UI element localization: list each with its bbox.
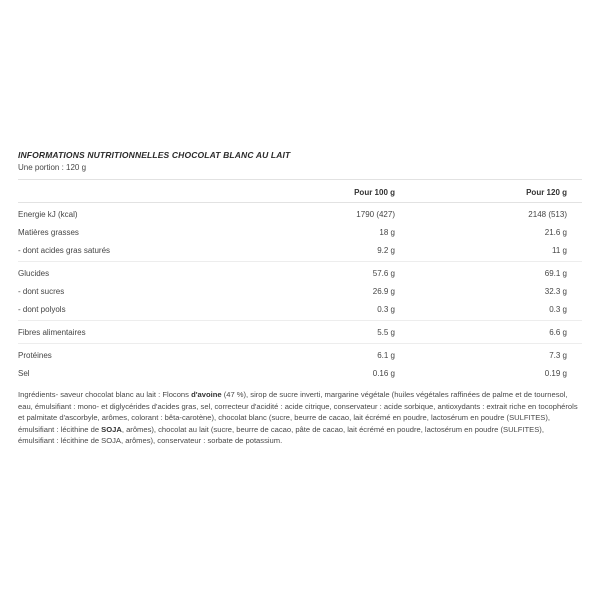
value-per-100g: 57.6 g bbox=[372, 268, 395, 278]
table-row bbox=[18, 264, 582, 282]
row-label: Sel bbox=[18, 368, 30, 378]
value-per-120g: 0.19 g bbox=[544, 368, 567, 378]
table-row bbox=[18, 364, 582, 382]
row-label: Protéines bbox=[18, 350, 52, 360]
row-label: Glucides bbox=[18, 268, 50, 278]
value-per-100g: 0.3 g bbox=[377, 304, 395, 314]
row-label: Fibres alimentaires bbox=[18, 327, 86, 337]
value-per-120g: 2148 (513) bbox=[528, 209, 567, 219]
value-per-100g: 18 g bbox=[379, 227, 395, 237]
value-per-100g: 1790 (427) bbox=[356, 209, 395, 219]
value-per-120g: 21.6 g bbox=[544, 227, 567, 237]
table-row bbox=[18, 282, 582, 300]
table-row bbox=[18, 241, 582, 259]
nutrition-table-body bbox=[18, 203, 582, 384]
value-per-120g: 0.3 g bbox=[549, 304, 567, 314]
table-row bbox=[18, 346, 582, 364]
nutrition-panel bbox=[18, 150, 582, 455]
ingredient-text-segment: (47 %), sirop de sucre inverti, margarine végétale (huiles végétales raffinées de palme et de tournesol, eau, émulsifiant : mono- et diglycérides d'acides gras, sel, correcteur d'acidité : acide citrique, conservateur : acide sorbique, antioxydants : extrait riche en tocophérols et palmitate d'ascorbyle, arômes, colorant : bêta-carotène), chocolat blanc (sucre, beurre de cacao, lait écrémé en poudre, lactosérum en poudre (SULFITES), émulsifiant : lécithine de bbox=[18, 390, 578, 434]
table-section bbox=[18, 261, 582, 320]
nutrition-title-block bbox=[18, 150, 582, 180]
table-column-header-row bbox=[18, 180, 582, 203]
row-label: Matières grasses bbox=[18, 227, 79, 237]
value-per-100g: 5.5 g bbox=[377, 327, 395, 337]
row-label: Energie kJ (kcal) bbox=[18, 209, 78, 219]
value-per-120g: 6.6 g bbox=[549, 327, 567, 337]
row-label: - dont polyols bbox=[18, 304, 66, 314]
ingredient-allergen: SOJA bbox=[101, 424, 122, 434]
value-per-100g: 6.1 g bbox=[377, 350, 395, 360]
table-section bbox=[18, 320, 582, 343]
row-label: - dont acides gras saturés bbox=[18, 245, 111, 255]
column-header-per-120g: Pour 120 g bbox=[526, 188, 567, 197]
column-header-per-100g: Pour 100 g bbox=[354, 188, 395, 197]
nutrition-title: INFORMATIONS NUTRITIONNELLES CHOCOLAT BLANC AU LAIT bbox=[18, 150, 291, 160]
value-per-120g: 7.3 g bbox=[549, 350, 567, 360]
value-per-120g: 11 g bbox=[552, 245, 567, 255]
table-row bbox=[18, 300, 582, 318]
ingredient-allergen: d'avoine bbox=[191, 390, 222, 399]
table-row bbox=[18, 205, 582, 223]
table-section bbox=[18, 343, 582, 384]
ingredients-text bbox=[18, 389, 582, 447]
table-row bbox=[18, 323, 582, 341]
value-per-100g: 26.9 g bbox=[372, 286, 395, 296]
ingredient-text-segment: Ingrédients- saveur chocolat blanc au lait : Flocons bbox=[18, 390, 192, 399]
table-section bbox=[18, 203, 582, 261]
row-label: - dont sucres bbox=[18, 286, 65, 296]
table-row bbox=[18, 223, 582, 241]
value-per-120g: 69.1 g bbox=[544, 268, 567, 278]
portion-size-text: Une portion : 120 g bbox=[18, 163, 87, 172]
ingredient-text-segment: , arômes), chocolat au lait (sucre, beurre de cacao, pâte de cacao, lait écrémé en poudre, lactosérum en poudre (SULFITES), émulsifiant : lécithine de SOJA, arômes), conservateur : sorbate de potassium. bbox=[18, 424, 544, 446]
value-per-100g: 9.2 g bbox=[377, 245, 395, 255]
value-per-120g: 32.3 g bbox=[544, 286, 567, 296]
value-per-100g: 0.16 g bbox=[372, 368, 395, 378]
